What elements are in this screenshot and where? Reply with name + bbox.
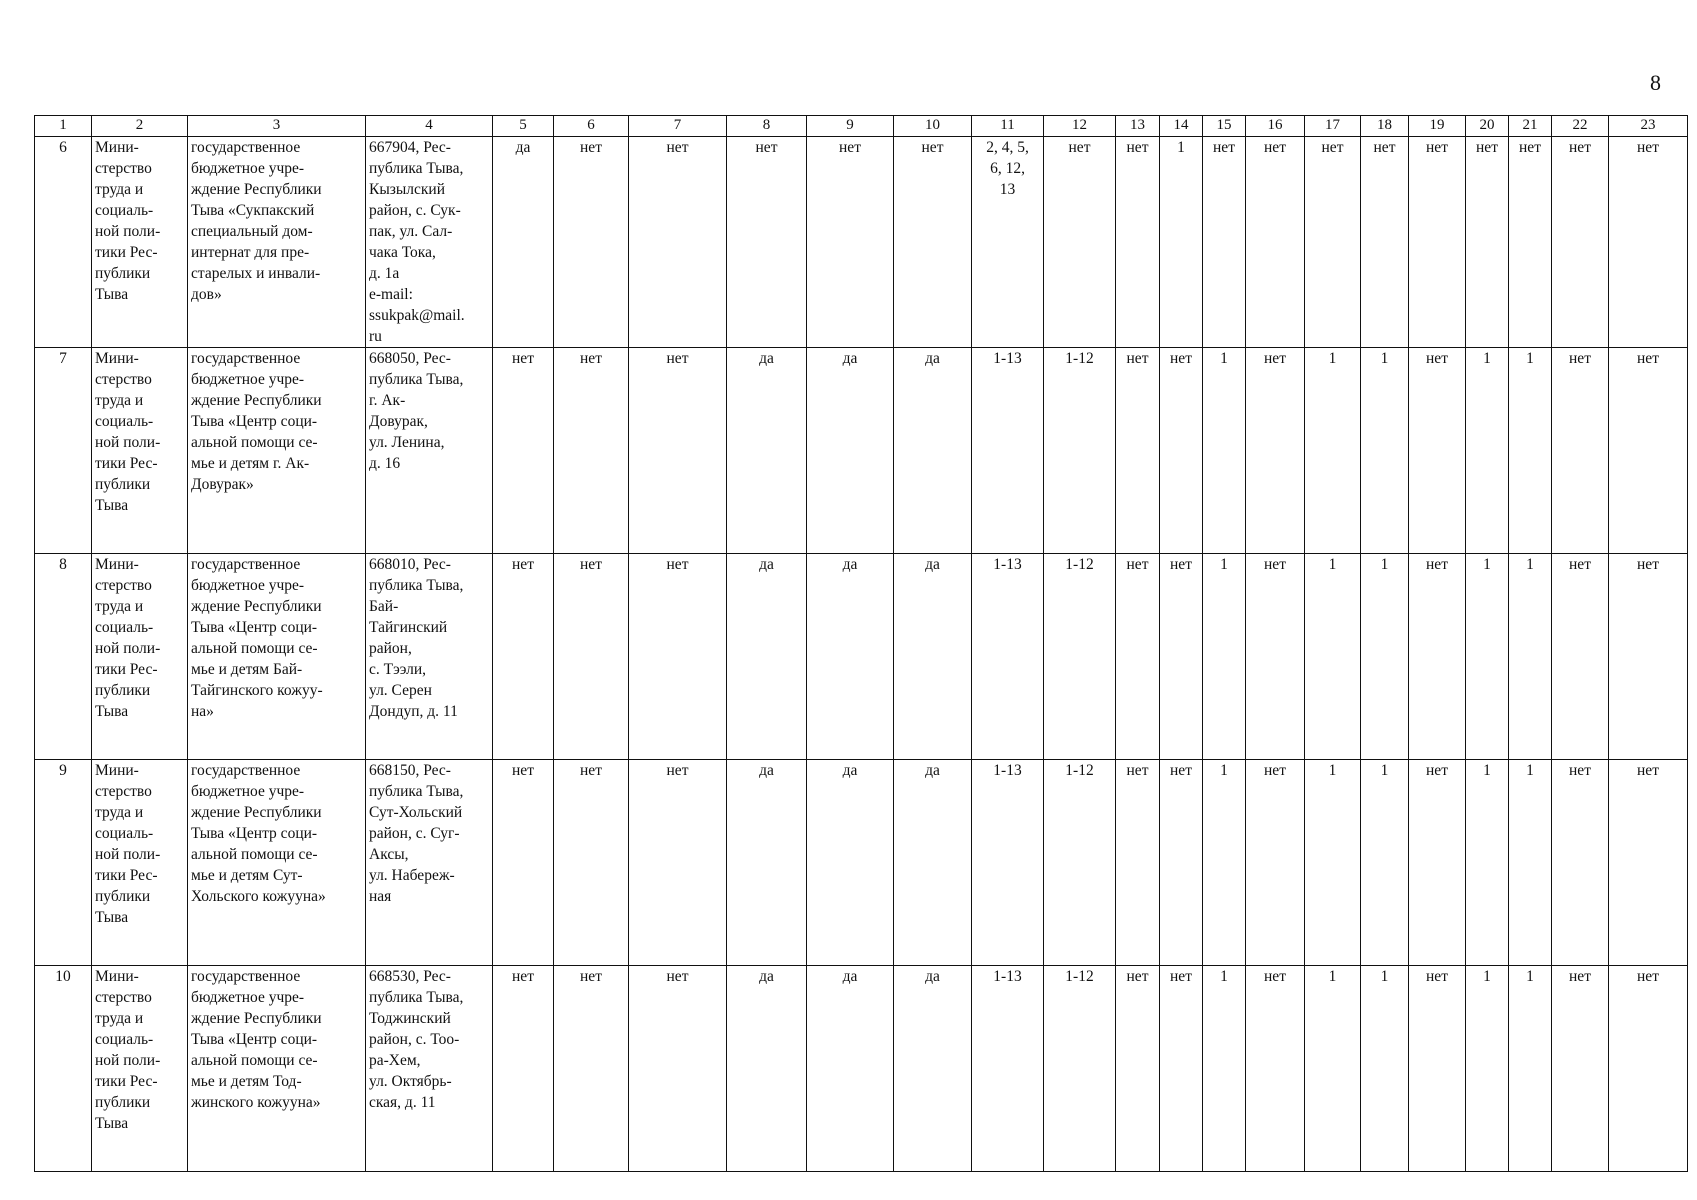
column-header-6: 6 [554,116,629,137]
cell-text: государственное бюджетное учре- ждение Республики Тыва «Центр соци- альной помощи се- мье и детям Сут- Хольского кожууна» [191,762,326,905]
table-cell-col-2 [92,966,188,1172]
table-cell-col-14 [1160,554,1203,760]
cell-text: да [925,350,940,367]
cell-text: нет [1637,350,1659,367]
cell-text: нет [839,139,861,156]
table-cell-col-8 [727,348,807,554]
column-header-13: 13 [1116,116,1160,137]
cell-text: 1-12 [1065,556,1094,573]
cell-text: государственное бюджетное учре- ждение Республики Тыва «Центр соци- альной помощи се- мье и детям Тод- жинского кожууна» [191,968,322,1111]
table-cell-col-7 [629,760,727,966]
cell-text: да [925,762,940,779]
table-cell-col-22 [1552,554,1609,760]
cell-text: нет [1170,968,1192,985]
table-cell-col-4 [366,554,493,760]
cell-text: нет [1637,968,1659,985]
header-row [35,116,1688,137]
table-cell-col-14 [1160,348,1203,554]
cell-text: 1 [1220,350,1228,367]
cell-text: нет [1519,139,1541,156]
cell-text: 1-13 [993,556,1022,573]
table-cell-col-21 [1509,760,1552,966]
cell-text: 668530, Рес- публика Тыва, Тоджинский район, с. Тоо- ра-Хем, ул. Октябрь- ская, д. 11 [369,968,464,1111]
cell-text: нет [580,968,602,985]
cell-text: 1-12 [1065,350,1094,367]
cell-text: нет [666,139,689,156]
cell-text: 1 [1177,139,1185,156]
column-header-18: 18 [1361,116,1409,137]
cell-text: 6 [59,139,67,156]
cell-text: нет [1569,139,1591,156]
column-header-14: 14 [1160,116,1203,137]
table-cell-col-18 [1361,760,1409,966]
cell-text: 1-12 [1065,762,1094,779]
cell-text: 1 [1526,350,1534,367]
table-row [35,554,1688,760]
cell-text: нет [666,762,689,779]
table-cell-col-14 [1160,760,1203,966]
table-cell-col-21 [1509,348,1552,554]
cell-text: 1 [1328,968,1337,985]
column-header-17: 17 [1305,116,1361,137]
cell-text: 1 [1380,556,1389,573]
table-cell-col-11 [972,966,1044,1172]
cell-text: 1 [1220,556,1228,573]
cell-text: нет [666,350,689,367]
table-cell-col-18 [1361,966,1409,1172]
table-cell-col-13 [1116,760,1160,966]
cell-text: 1-13 [993,968,1022,985]
table-cell-col-15 [1203,760,1246,966]
table-cell-col-6 [554,966,629,1172]
cell-text: 1 [1483,762,1491,779]
table-cell-col-16 [1246,348,1305,554]
column-header-7: 7 [629,116,727,137]
table-row [35,760,1688,966]
cell-text: нет [1569,762,1591,779]
table-cell-col-23 [1609,348,1688,554]
column-header-5: 5 [493,116,554,137]
cell-text: нет [1426,762,1448,779]
table-cell-col-10 [894,554,972,760]
table-cell-col-9 [807,760,894,966]
cell-text: 10 [55,968,71,985]
cell-text: нет [1264,350,1286,367]
table-cell-col-15 [1203,137,1246,348]
table-cell-col-3 [188,554,366,760]
table-cell-col-4 [366,760,493,966]
cell-text: да [842,556,858,573]
table-cell-col-17 [1305,554,1361,760]
column-header-16: 16 [1246,116,1305,137]
column-header-23: 23 [1609,116,1688,137]
cell-text: нет [1569,968,1591,985]
cell-text: 1 [1526,968,1534,985]
table-cell-col-19 [1409,966,1466,1172]
table-cell-col-15 [1203,348,1246,554]
table-cell-col-19 [1409,554,1466,760]
cell-text: нет [1170,762,1192,779]
cell-text: да [842,968,858,985]
table-cell-col-20 [1466,137,1509,348]
cell-text: нет [1569,556,1591,573]
table-cell-col-23 [1609,966,1688,1172]
table-cell-col-20 [1466,760,1509,966]
column-header-3: 3 [188,116,366,137]
cell-text: 667904, Рес- публика Тыва, Кызылский район, с. Сук- пак, ул. Сал- чака Тока, д. 1а e-mail: ssukpak@mail. ru [369,139,465,345]
table-cell-col-6 [554,348,629,554]
table-cell-col-23 [1609,760,1688,966]
cell-text: нет [1126,762,1149,779]
cell-text: Мини- стерство труда и социаль- ной поли- тики Рес- публики Тыва [95,556,161,720]
cell-text: Мини- стерство труда и социаль- ной поли- тики Рес- публики Тыва [95,762,161,926]
table-cell-col-9 [807,554,894,760]
table-cell-col-5 [493,966,554,1172]
table-cell-col-5 [493,554,554,760]
table-cell-col-2 [92,760,188,966]
table-cell-col-4 [366,137,493,348]
table-cell-col-3 [188,137,366,348]
table-cell-col-7 [629,137,727,348]
column-header-1: 1 [35,116,92,137]
cell-text: нет [512,556,534,573]
table-cell-col-11 [972,348,1044,554]
cell-text: нет [1637,762,1659,779]
table-cell-col-19 [1409,348,1466,554]
table-cell-col-8 [727,966,807,1172]
column-header-9: 9 [807,116,894,137]
table-cell-col-20 [1466,966,1509,1172]
column-header-21: 21 [1509,116,1552,137]
cell-text: нет [512,968,534,985]
cell-text: 1 [1483,556,1491,573]
table-cell-col-7 [629,348,727,554]
cell-text: нет [1426,350,1448,367]
cell-text: нет [1426,968,1448,985]
cell-text: нет [1637,556,1659,573]
cell-text: да [759,762,774,779]
table-cell-col-22 [1552,966,1609,1172]
table-cell-col-7 [629,966,727,1172]
column-header-15: 15 [1203,116,1246,137]
table-cell-col-5 [493,760,554,966]
cell-text: нет [1426,139,1448,156]
table-cell-col-12 [1044,760,1116,966]
cell-text: да [925,556,940,573]
table-cell-col-15 [1203,554,1246,760]
cell-text: 1 [1483,968,1491,985]
cell-text: 1 [1328,762,1337,779]
table-cell-col-21 [1509,554,1552,760]
table-cell-col-2 [92,348,188,554]
table-cell-col-15 [1203,966,1246,1172]
table-cell-col-9 [807,137,894,348]
cell-text: да [759,968,774,985]
cell-text: да [925,968,940,985]
cell-text: нет [666,968,689,985]
cell-text: государственное бюджетное учре- ждение Республики Тыва «Сукпакский специальный дом- интернат для пре- старелых и инвали- дов» [191,139,322,303]
cell-text: 1 [1483,350,1491,367]
table-cell-col-13 [1116,348,1160,554]
table-cell-col-21 [1509,137,1552,348]
table-cell-col-17 [1305,966,1361,1172]
table-cell-col-10 [894,137,972,348]
table-cell-col-16 [1246,966,1305,1172]
table-cell-col-1 [35,137,92,348]
column-header-20: 20 [1466,116,1509,137]
cell-text: нет [1264,556,1286,573]
column-header-8: 8 [727,116,807,137]
table-cell-col-12 [1044,966,1116,1172]
table-cell-col-6 [554,760,629,966]
table-cell-col-17 [1305,348,1361,554]
cell-text: да [842,350,858,367]
table-cell-col-19 [1409,760,1466,966]
table-cell-col-23 [1609,554,1688,760]
cell-text: да [515,139,531,156]
cell-text: нет [580,139,602,156]
table-cell-col-10 [894,348,972,554]
table-cell-col-8 [727,137,807,348]
column-header-19: 19 [1409,116,1466,137]
cell-text: Мини- стерство труда и социаль- ной поли- тики Рес- публики Тыва [95,350,161,514]
table-cell-col-19 [1409,137,1466,348]
table-cell-col-8 [727,760,807,966]
cell-text: 1 [1220,968,1228,985]
table-cell-col-18 [1361,348,1409,554]
table-body [35,137,1688,1172]
table-cell-col-20 [1466,348,1509,554]
column-header-4: 4 [366,116,493,137]
cell-text: нет [1569,350,1591,367]
cell-text: нет [666,556,689,573]
table-cell-col-16 [1246,137,1305,348]
table-cell-col-13 [1116,137,1160,348]
cell-text: 1 [1380,350,1389,367]
table-cell-col-20 [1466,554,1509,760]
table-cell-col-21 [1509,966,1552,1172]
table-cell-col-3 [188,760,366,966]
table-cell-col-6 [554,554,629,760]
cell-text: нет [1213,139,1235,156]
cell-text: нет [1264,139,1286,156]
table-row [35,966,1688,1172]
table-cell-col-1 [35,760,92,966]
table-cell-col-11 [972,760,1044,966]
table-cell-col-1 [35,348,92,554]
cell-text: 1 [1220,762,1228,779]
cell-text: 1 [1526,762,1534,779]
table-row [35,137,1688,348]
cell-text: нет [1373,139,1396,156]
table-cell-col-18 [1361,554,1409,760]
cell-text: нет [1170,556,1192,573]
table-cell-col-14 [1160,137,1203,348]
table-cell-col-3 [188,348,366,554]
cell-text: нет [1126,350,1149,367]
cell-text: нет [1637,139,1659,156]
cell-text: нет [1264,968,1286,985]
table-cell-col-11 [972,554,1044,760]
cell-text: 9 [59,762,67,779]
table-cell-col-16 [1246,554,1305,760]
institutions-table [34,115,1688,1172]
table-cell-col-10 [894,760,972,966]
cell-text: нет [921,139,944,156]
cell-text: 668150, Рес- публика Тыва, Сут-Хольский район, с. Суг- Аксы, ул. Набереж- ная [369,762,464,905]
cell-text: нет [1264,762,1286,779]
cell-text: 1 [1380,762,1389,779]
table-cell-col-22 [1552,137,1609,348]
cell-text: 8 [59,556,67,573]
column-header-10: 10 [894,116,972,137]
cell-text: 668050, Рес- публика Тыва, г. Ак- Довурак, ул. Ленина, д. 16 [369,350,464,472]
cell-text: нет [1126,968,1149,985]
cell-text: 1-12 [1065,968,1094,985]
cell-text: нет [1321,139,1344,156]
cell-text: да [842,762,858,779]
table-cell-col-8 [727,554,807,760]
cell-text: нет [1126,139,1149,156]
table-cell-col-1 [35,554,92,760]
table-cell-col-4 [366,348,493,554]
table-cell-col-14 [1160,966,1203,1172]
cell-text: нет [1126,556,1149,573]
cell-text: нет [580,556,602,573]
table-cell-col-4 [366,966,493,1172]
table-cell-col-11 [972,137,1044,348]
table-cell-col-13 [1116,966,1160,1172]
table-cell-col-7 [629,554,727,760]
table-cell-col-17 [1305,760,1361,966]
cell-text: нет [580,350,602,367]
column-header-2: 2 [92,116,188,137]
table-cell-col-6 [554,137,629,348]
table-cell-col-22 [1552,760,1609,966]
table-cell-col-12 [1044,137,1116,348]
table-cell-col-10 [894,966,972,1172]
table-cell-col-22 [1552,348,1609,554]
table-cell-col-2 [92,554,188,760]
cell-text: нет [512,762,534,779]
cell-text: 1 [1328,350,1337,367]
cell-text: 1 [1380,968,1389,985]
cell-text: государственное бюджетное учре- ждение Республики Тыва «Центр соци- альной помощи се- мье и детям г. Ак- Довурак» [191,350,322,493]
cell-text: нет [512,350,534,367]
cell-text: да [759,556,774,573]
table-cell-col-12 [1044,554,1116,760]
table-cell-col-9 [807,348,894,554]
table-row [35,348,1688,554]
cell-text: нет [1476,139,1498,156]
cell-text: государственное бюджетное учре- ждение Республики Тыва «Центр соци- альной помощи се- мье и детям Бай- Тайгинского кожуу- на» [191,556,323,720]
page-number: 8 [1650,70,1661,95]
column-header-22: 22 [1552,116,1609,137]
cell-text: 1-13 [993,762,1022,779]
table-cell-col-5 [493,137,554,348]
table-cell-col-1 [35,966,92,1172]
cell-text: 7 [59,350,67,367]
table-cell-col-12 [1044,348,1116,554]
table-cell-col-16 [1246,760,1305,966]
table-cell-col-13 [1116,554,1160,760]
cell-text: нет [1170,350,1192,367]
table-cell-col-23 [1609,137,1688,348]
table-cell-col-18 [1361,137,1409,348]
cell-text: да [759,350,774,367]
table-cell-col-3 [188,966,366,1172]
cell-text: 2, 4, 5, 6, 12, 13 [986,139,1029,198]
cell-text: нет [1426,556,1448,573]
cell-text: Мини- стерство труда и социаль- ной поли- тики Рес- публики Тыва [95,968,161,1132]
cell-text: 1-13 [993,350,1022,367]
table-cell-col-5 [493,348,554,554]
cell-text: 1 [1526,556,1534,573]
cell-text: 1 [1328,556,1337,573]
column-header-12: 12 [1044,116,1116,137]
table-cell-col-2 [92,137,188,348]
cell-text: нет [755,139,778,156]
table-cell-col-9 [807,966,894,1172]
cell-text: нет [1068,139,1091,156]
cell-text: 668010, Рес- публика Тыва, Бай- Тайгинский район, с. Тээли, ул. Серен Дондуп, д. 11 [369,556,464,720]
cell-text: Мини- стерство труда и социаль- ной поли- тики Рес- публики Тыва [95,139,161,303]
table-cell-col-17 [1305,137,1361,348]
column-header-11: 11 [972,116,1044,137]
cell-text: нет [580,762,602,779]
